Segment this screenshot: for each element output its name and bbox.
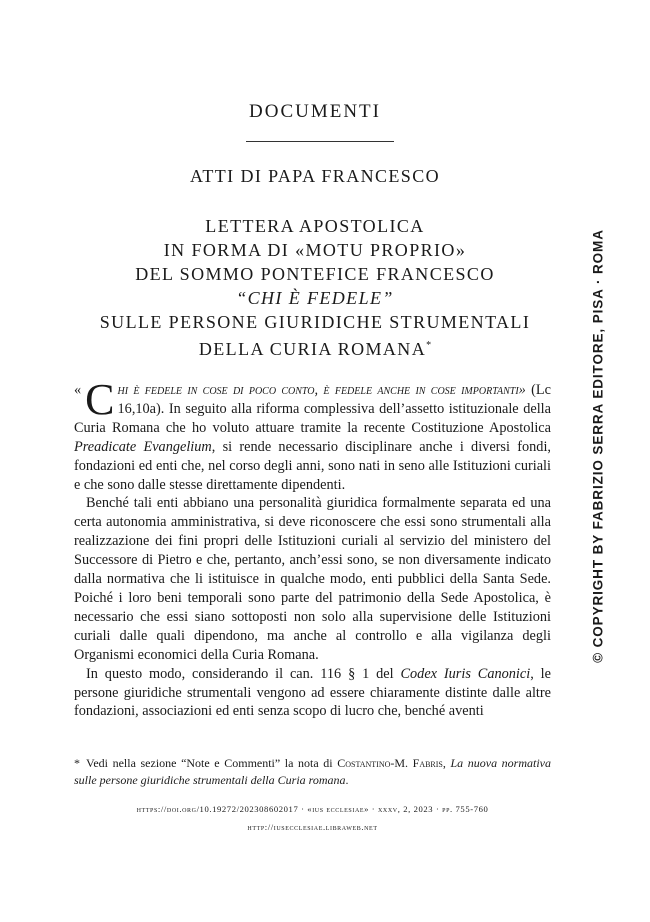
section-title: DOCUMENTI: [249, 101, 381, 122]
paragraph-1-text: (Lc 16,10a). In seguito alla riforma complessiva dell’assetto istituzionale della Curia Romana che ho voluto attuare tramite la recente Costituzione Apostolica: [74, 382, 551, 436]
document-title: [0, 214, 630, 361]
title-footnote-mark[interactable]: *: [426, 340, 432, 351]
open-quote: «: [74, 382, 82, 398]
paragraph-3-rest: , le persone giuridiche strumentali vengono ad essere chiaramente distinte dalle altre fondazioni, associazioni ed enti senza scopo di lucro che, benché aventi: [74, 665, 551, 720]
work-title: Preadicate Evangelium: [74, 438, 212, 455]
title-line-4: “CHI È FEDELE”: [236, 288, 394, 308]
title-line-2: IN FORMA DI «MOTU PROPRIO»: [163, 240, 467, 260]
footnote-sep: ,: [442, 756, 451, 770]
dropcap: C: [85, 375, 115, 424]
title-line-1: LETTERA APOSTOLICA: [205, 216, 425, 236]
footnote-end: .: [345, 773, 349, 787]
paragraph-1-rest: , si rende necessario disciplinare anche i diversi fondi, fondazioni ed enti che, nel corso degli anni, sono nati in seno alle Istituzioni curiali e che sono dalle stesse direttamente dipendenti.: [74, 438, 551, 493]
footer-url[interactable]: http://iusecclesiae.libraweb.net: [247, 822, 378, 832]
section-divider: [246, 141, 394, 142]
paragraph-3-start: In questo modo, considerando il can. 116 § 1 del: [86, 665, 401, 682]
footnote-author: Costantino-M. Fabris: [337, 756, 443, 770]
bible-quote: hi è fedele in cose di poco conto, è fedele anche in cose importanti»: [117, 382, 526, 398]
document-subtitle: ATTI DI PAPA FRANCESCO: [189, 166, 441, 186]
footnote-mark: *: [74, 756, 80, 770]
footnote: [74, 755, 551, 789]
footnote-title: La nuova normativa sulle persone giuridiche strumentali della Curia romana: [74, 756, 551, 787]
body-text: [74, 375, 551, 721]
title-line-5: SULLE PERSONE GIURIDICHE STRUMENTALI: [99, 312, 531, 332]
paragraph-1: [74, 375, 551, 494]
paragraph-3: [74, 665, 551, 722]
title-line-3: DEL SOMMO PONTEFICE FRANCESCO: [135, 264, 495, 284]
footnote-text: Vedi nella sezione “Note e Commenti” la nota di: [86, 756, 338, 770]
codex-title: Codex Iuris Canonici: [400, 665, 531, 682]
copyright-notice: © COPYRIGHT BY FABRIZIO SERRA EDITORE, PISA · ROMA: [590, 229, 606, 663]
paragraph-2: Benché tali enti abbiano una personalità giuridica formalmente separata ed una certa autonomia amministrativa, si deve riconoscere che essi sono strumentali alla realizzazione dei fini propri delle Istituzioni curiali al servizio del ministero del Successore di Pietro e che, pertanto, anch’essi sono, se non diversamente indicato dalla normativa che li istituisce in qualche modo, enti pubblici della Santa Sede. Poiché i loro beni temporali sono parte del patrimonio della Sede Apostolica, è necessario che essi siano sottoposti non solo alla supervisione delle Istituzioni curiali dalle quali dipendono, ma anche al controllo e alla vigilanza degli Organismi economici della Curia Romana.: [74, 495, 551, 663]
title-line-6-wrapper: [0, 334, 630, 361]
footer-doi: https://doi.org/10.19272/202308602017 · «ius ecclesiae» · xxxv, 2, 2023 · pp. 755-760: [136, 804, 489, 814]
title-line-6: DELLA CURIA ROMANA: [198, 339, 427, 359]
